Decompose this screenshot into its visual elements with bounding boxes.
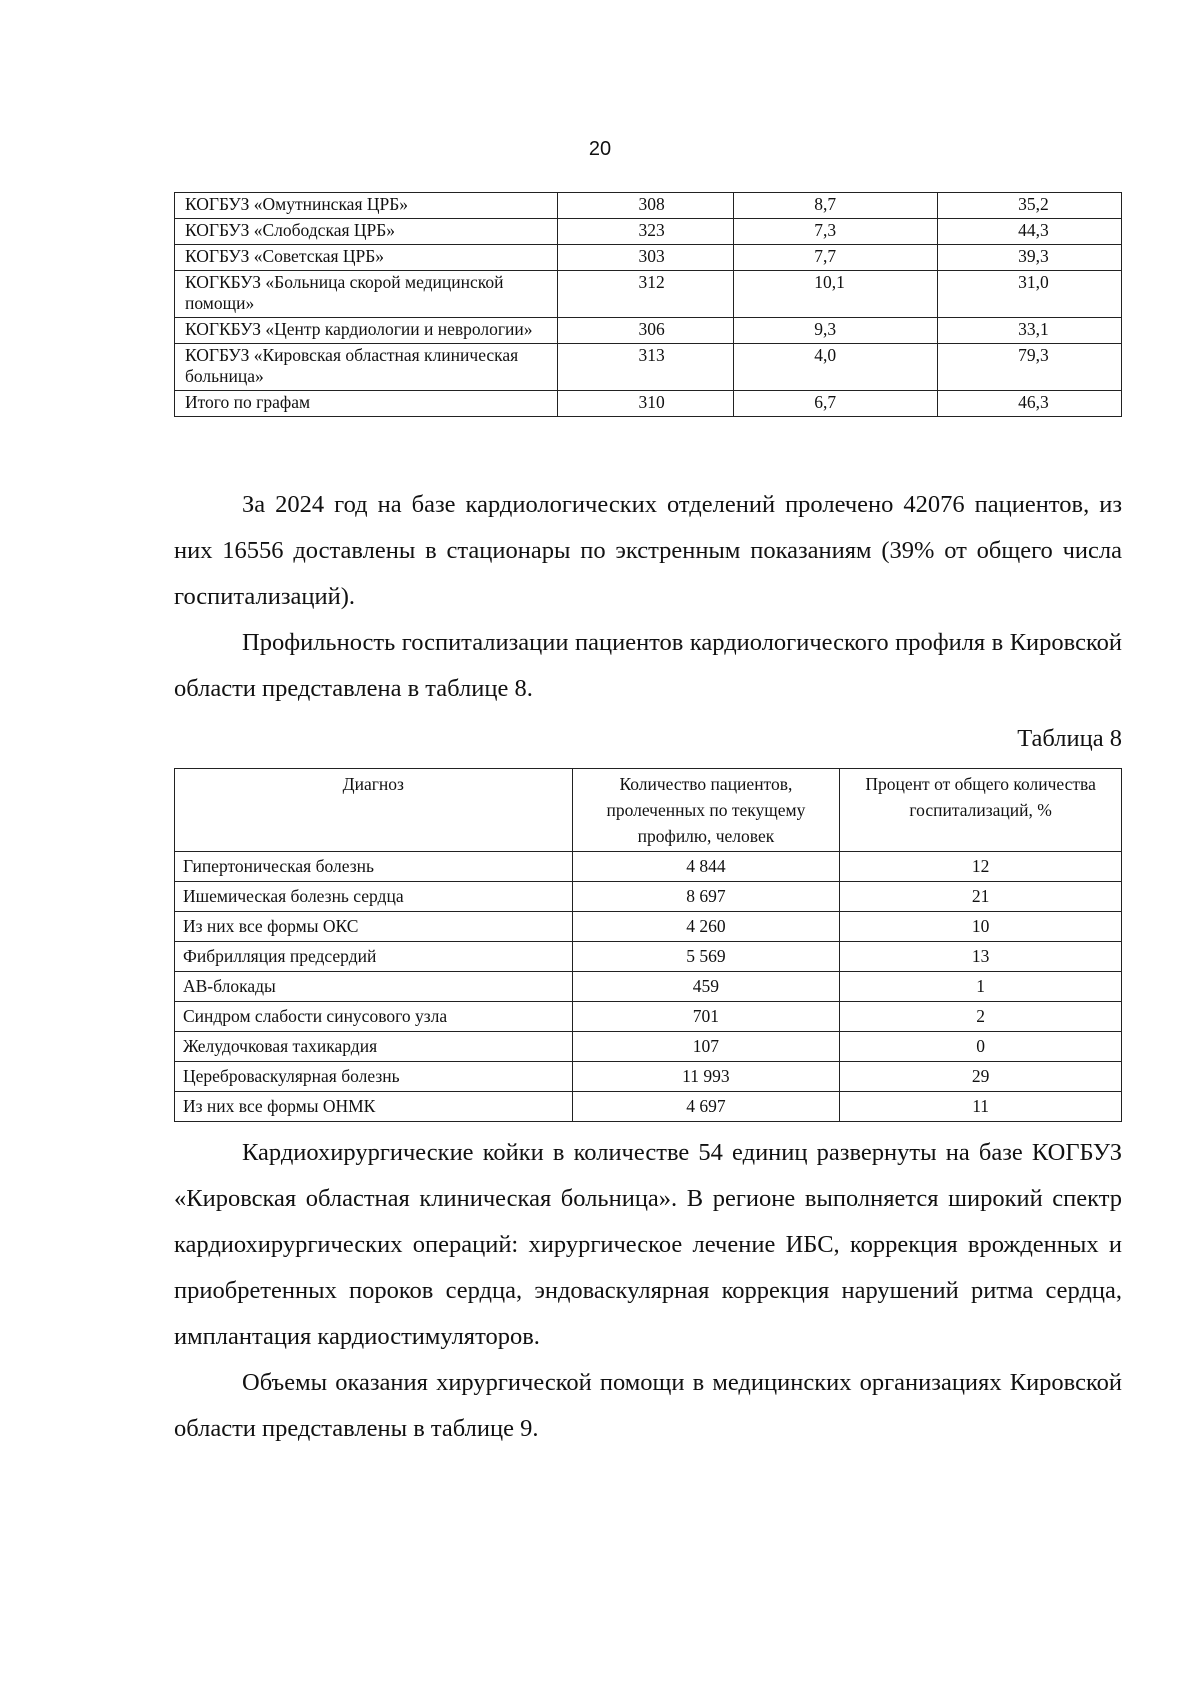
percent-cell: 29 <box>840 1062 1122 1092</box>
diagnosis-cell: Фибрилляция предсердий <box>175 942 573 972</box>
column-header-patients: Количество пациентов, пролеченных по текущему профилю, человек <box>572 769 840 852</box>
patients-cell: 4 260 <box>572 912 840 942</box>
table-row <box>175 1002 1122 1032</box>
value-cell: 310 <box>558 391 734 417</box>
value-cell: 4,0 <box>734 344 938 391</box>
diagnosis-cell: Ишемическая болезнь сердца <box>175 882 573 912</box>
value-cell: 31,0 <box>938 271 1122 318</box>
paragraph-text: Профильность госпитализации пациентов кардиологического профиля в Кировской области представлена в таблице 8. <box>174 629 1122 702</box>
table-row <box>175 344 1122 391</box>
patients-cell: 107 <box>572 1032 840 1062</box>
value-cell: 6,7 <box>734 391 938 417</box>
percent-cell: 10 <box>840 912 1122 942</box>
table-row <box>175 271 1122 318</box>
table-row <box>175 852 1122 882</box>
hospital-name: КОГБУЗ «Кировская областная клиническая больница» <box>175 344 558 391</box>
paragraph-text: За 2024 год на базе кардиологических отделений пролечено 42076 пациентов, из них 16556 доставлены в стационары по экстренным показаниям (39% от общего числа госпитализаций). <box>174 491 1122 610</box>
patients-cell: 459 <box>572 972 840 1002</box>
value-cell: 7,3 <box>734 219 938 245</box>
table-row <box>175 245 1122 271</box>
percent-cell: 0 <box>840 1032 1122 1062</box>
table-row <box>175 972 1122 1002</box>
percent-cell: 1 <box>840 972 1122 1002</box>
diagnosis-cell: Из них все формы ОНМК <box>175 1092 573 1122</box>
value-cell: 303 <box>558 245 734 271</box>
value-cell: 8,7 <box>734 193 938 219</box>
hospital-name: КОГБУЗ «Омутнинская ЦРБ» <box>175 193 558 219</box>
percent-cell: 13 <box>840 942 1122 972</box>
patients-cell: 5 569 <box>572 942 840 972</box>
diagnosis-cell: Синдром слабости синусового узла <box>175 1002 573 1032</box>
value-cell: 7,7 <box>734 245 938 271</box>
hospital-stats-table <box>174 192 1122 417</box>
table-row <box>175 942 1122 972</box>
patients-cell: 4 844 <box>572 852 840 882</box>
paragraph <box>174 1130 1122 1360</box>
value-cell: 306 <box>558 318 734 344</box>
table-row <box>175 318 1122 344</box>
diagnosis-cell: Цереброваскулярная болезнь <box>175 1062 573 1092</box>
value-cell: 313 <box>558 344 734 391</box>
value-cell: 323 <box>558 219 734 245</box>
value-cell: 39,3 <box>938 245 1122 271</box>
diagnosis-cell: АВ-блокады <box>175 972 573 1002</box>
patients-cell: 701 <box>572 1002 840 1032</box>
hospital-name: КОГБУЗ «Советская ЦРБ» <box>175 245 558 271</box>
table-row <box>175 1062 1122 1092</box>
hospital-name: Итого по графам <box>175 391 558 417</box>
value-cell: 308 <box>558 193 734 219</box>
table-row <box>175 912 1122 942</box>
diagnosis-cell: Из них все формы ОКС <box>175 912 573 942</box>
value-cell: 46,3 <box>938 391 1122 417</box>
column-header-diagnosis: Диагноз <box>175 769 573 852</box>
table-row <box>175 882 1122 912</box>
paragraph-text: Кардиохирургические койки в количестве 54 единиц развернуты на базе КОГБУЗ «Кировская областная клиническая больница». В регионе выполняется широкий спектр кардиохирургических операций: хирургическое лечение ИБС, коррекция врожденных и приобретенных пороков сердца, эндоваскулярная коррекция нарушений ритма сердца, имплантация кардиостимуляторов. <box>174 1139 1122 1350</box>
paragraph <box>174 620 1122 712</box>
value-cell: 44,3 <box>938 219 1122 245</box>
hospital-name: КОГКБУЗ «Центр кардиологии и неврологии» <box>175 318 558 344</box>
patients-cell: 11 993 <box>572 1062 840 1092</box>
percent-cell: 2 <box>840 1002 1122 1032</box>
patients-cell: 4 697 <box>572 1092 840 1122</box>
table-header-row <box>175 769 1122 852</box>
diagnosis-cell: Желудочковая тахикардия <box>175 1032 573 1062</box>
diagnosis-cell: Гипертоническая болезнь <box>175 852 573 882</box>
percent-cell: 11 <box>840 1092 1122 1122</box>
table-caption: Таблица 8 <box>1017 725 1122 752</box>
table-row <box>175 1032 1122 1062</box>
value-cell: 312 <box>558 271 734 318</box>
hospital-name: КОГКБУЗ «Больница скорой медицинской помощи» <box>175 271 558 318</box>
value-cell: 33,1 <box>938 318 1122 344</box>
paragraph <box>174 1360 1122 1452</box>
patients-cell: 8 697 <box>572 882 840 912</box>
value-cell: 35,2 <box>938 193 1122 219</box>
page-number: 20 <box>588 138 612 160</box>
value-cell: 10,1 <box>734 271 938 318</box>
table-total-row <box>175 391 1122 417</box>
table-row <box>175 219 1122 245</box>
percent-cell: 21 <box>840 882 1122 912</box>
value-cell: 79,3 <box>938 344 1122 391</box>
table-row <box>175 1092 1122 1122</box>
table-row <box>175 193 1122 219</box>
paragraph <box>174 482 1122 620</box>
hospitalization-profile-table <box>174 768 1122 1122</box>
column-header-percent: Процент от общего количества госпитализаций, % <box>840 769 1122 852</box>
value-cell: 9,3 <box>734 318 938 344</box>
paragraph-text: Объемы оказания хирургической помощи в медицинских организациях Кировской области представлены в таблице 9. <box>174 1369 1122 1442</box>
percent-cell: 12 <box>840 852 1122 882</box>
hospital-name: КОГБУЗ «Слободская ЦРБ» <box>175 219 558 245</box>
